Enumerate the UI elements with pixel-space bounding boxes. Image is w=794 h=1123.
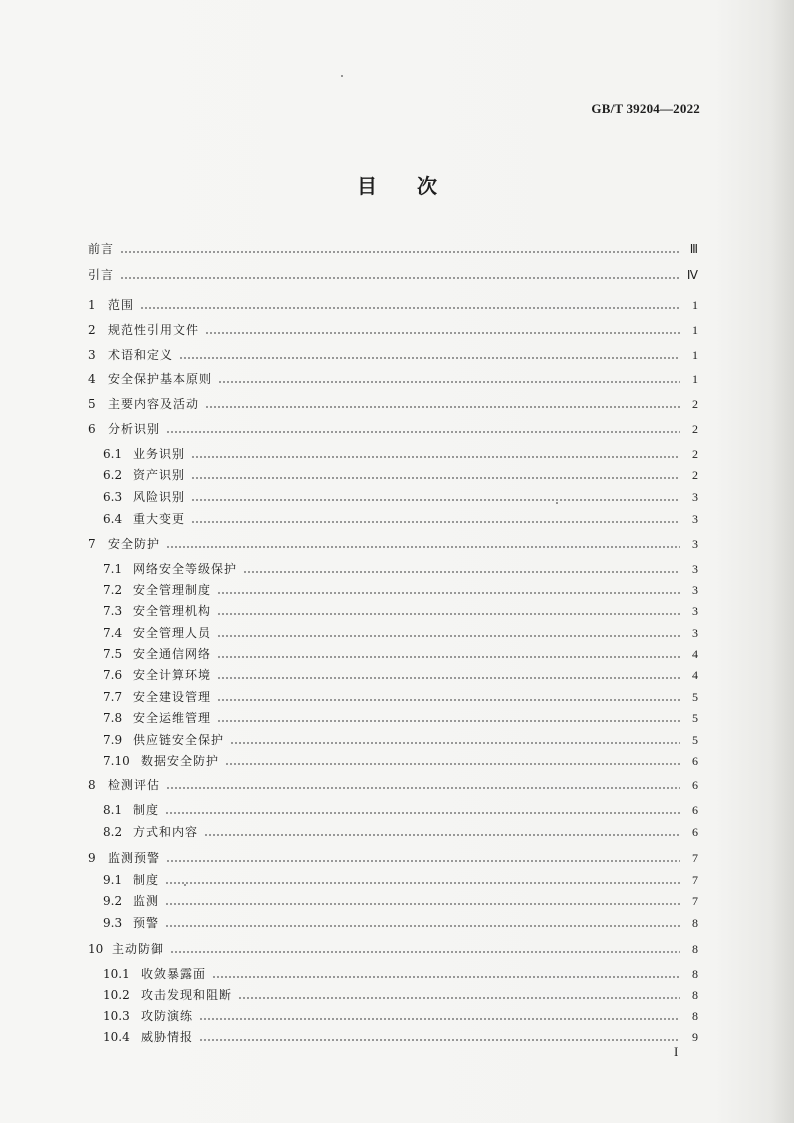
toc-entry-number: 6.2 [103, 468, 123, 482]
toc-entry-number: 6.3 [103, 490, 123, 504]
toc-entry[interactable] [88, 297, 698, 313]
toc-entry-number: 10.4 [103, 1030, 130, 1044]
toc-entry-number: 7.6 [103, 668, 123, 682]
toc-entry[interactable] [88, 536, 698, 552]
dot-leader [140, 307, 680, 309]
dot-leader [165, 903, 680, 905]
toc-entry-page: 6 [692, 778, 698, 792]
toc-subentry[interactable] [103, 802, 698, 818]
toc-subentry[interactable] [103, 987, 698, 1003]
toc-entry-page: 2 [692, 422, 698, 436]
toc-entry-label: 主动防御 [112, 942, 165, 956]
toc-subentry[interactable] [103, 824, 698, 840]
toc-subentry[interactable] [103, 1008, 698, 1024]
toc-entry-label: 安全通信网络 [133, 647, 212, 661]
dot-leader [166, 431, 680, 433]
toc-entry-label: 规范性引用文件 [108, 323, 200, 337]
toc-entry-number: 9 [88, 851, 96, 865]
dot-leader [225, 763, 680, 765]
toc-entry[interactable] [88, 267, 698, 283]
toc-entry-page: 3 [692, 562, 698, 576]
dot-leader [191, 456, 680, 458]
toc-entry-label: 监测预警 [108, 851, 161, 865]
toc-entry-label: 检测评估 [108, 778, 161, 792]
dot-leader [165, 925, 680, 927]
toc-subentry[interactable] [103, 966, 698, 982]
dot-leader [217, 720, 680, 722]
toc-entry[interactable] [88, 396, 698, 412]
toc-entry-number: 8.1 [103, 803, 123, 817]
toc-entry-label: 业务识别 [133, 447, 186, 461]
toc-subentry[interactable] [103, 872, 698, 888]
toc-entry-number: 7.5 [103, 647, 123, 661]
toc-entry-label: 安全管理制度 [133, 583, 212, 597]
toc-entry-label: 前言 [88, 242, 115, 256]
toc-subentry[interactable] [103, 582, 698, 598]
dot-leader [166, 860, 680, 862]
toc-entry-page: Ⅲ [689, 242, 698, 256]
toc-entry-label: 收敛暴露面 [141, 967, 207, 981]
toc-entry-label: 安全运维管理 [133, 711, 212, 725]
toc-entry-page: 3 [692, 604, 698, 618]
toc-entry-page: 6 [692, 825, 698, 839]
toc-entry-number: 7.7 [103, 690, 123, 704]
toc-entry-page: 5 [692, 711, 698, 725]
toc-entry-page: 1 [692, 298, 698, 312]
toc-entry[interactable] [88, 777, 698, 793]
toc-entry-number: 10.2 [103, 988, 130, 1002]
toc-entry-page: 8 [692, 916, 698, 930]
toc-entry-page: 4 [692, 668, 698, 682]
toc-entry-page: 3 [692, 537, 698, 551]
toc-entry-number: 9.3 [103, 916, 123, 930]
toc-entry-number: 7.4 [103, 626, 123, 640]
dot-leader [179, 357, 680, 359]
toc-entry-number: 9.2 [103, 894, 123, 908]
toc-entry-label: 引言 [88, 268, 115, 282]
standard-code: GB/T 39204—2022 [591, 101, 700, 116]
toc-entry-page: 5 [692, 690, 698, 704]
toc-entry-page: 8 [692, 967, 698, 981]
toc-subentry[interactable] [103, 915, 698, 931]
toc-entry-number: 7.1 [103, 562, 123, 576]
toc-entry-page: 2 [692, 468, 698, 482]
page-title: 目次 [357, 174, 477, 198]
toc-entry-page: 2 [692, 397, 698, 411]
toc-subentry[interactable] [103, 511, 698, 527]
toc-subentry[interactable] [103, 561, 698, 577]
toc-entry-number: 7.2 [103, 583, 123, 597]
toc-entry-page: 5 [692, 733, 698, 747]
toc-entry-page: 1 [692, 323, 698, 337]
dot-leader [191, 477, 680, 479]
toc-entry-page: 1 [692, 348, 698, 362]
dot-leader [199, 1039, 680, 1041]
toc-entry-label: 术语和定义 [108, 348, 174, 362]
toc-entry-page: 4 [692, 647, 698, 661]
toc-subentry[interactable] [103, 446, 698, 462]
toc-entry-page: 7 [692, 851, 698, 865]
toc-entry-number: 6 [88, 422, 96, 436]
toc-entry-page: 9 [692, 1030, 698, 1044]
toc-entry-page: 7 [692, 873, 698, 887]
toc-entry-page: 2 [692, 447, 698, 461]
toc-subentry[interactable] [103, 732, 698, 748]
dot-leader [212, 976, 680, 978]
toc-entry[interactable] [88, 322, 698, 338]
toc-entry-page: 6 [692, 754, 698, 768]
toc-entry-page: 3 [692, 626, 698, 640]
toc-entry-number: 7.10 [103, 754, 130, 768]
dot-leader [217, 677, 680, 679]
toc-entry-page: 3 [692, 512, 698, 526]
toc-subentry[interactable] [103, 893, 698, 909]
dot-leader [217, 613, 680, 615]
toc-entry-number: 3 [88, 348, 96, 362]
dot-leader [166, 787, 680, 789]
toc-entry-label: 攻防演练 [141, 1009, 194, 1023]
toc-entry-page: 8 [692, 942, 698, 956]
dot-leader [166, 546, 680, 548]
toc-entry[interactable] [88, 371, 698, 387]
toc-entry-page: 7 [692, 894, 698, 908]
toc-entry[interactable] [88, 241, 698, 257]
toc-entry[interactable] [88, 347, 698, 363]
toc-subentry[interactable] [103, 689, 698, 705]
toc-entry-label: 资产识别 [133, 468, 186, 482]
toc-entry-number: 9.1 [103, 873, 123, 887]
toc-entry-label: 安全防护 [108, 537, 161, 551]
toc-entry-label: 监测 [133, 894, 160, 908]
toc-entry-label: 风险识别 [133, 490, 186, 504]
scan-speck [184, 884, 186, 886]
toc-entry[interactable] [88, 850, 698, 866]
dot-leader [230, 742, 680, 744]
toc-subentry[interactable] [103, 710, 698, 726]
toc-subentry[interactable] [103, 603, 698, 619]
toc-entry-page: 1 [692, 372, 698, 386]
dot-leader [238, 997, 680, 999]
toc-entry[interactable] [88, 421, 698, 437]
toc-entry-label: 数据安全防护 [141, 754, 220, 768]
dot-leader [217, 656, 680, 658]
toc-entry-label: 安全管理人员 [133, 626, 212, 640]
toc-entry-number: 7.3 [103, 604, 123, 618]
dot-leader [217, 699, 680, 701]
toc-entry-number: 7.8 [103, 711, 123, 725]
toc-entry-number: 6.1 [103, 447, 123, 461]
toc-entry-number: 10.1 [103, 967, 130, 981]
toc-entry-label: 供应链安全保护 [133, 733, 225, 747]
dot-leader [170, 951, 680, 953]
toc-entry-number: 4 [88, 372, 96, 386]
toc-entry-page: Ⅳ [686, 268, 698, 282]
dot-leader [191, 521, 680, 523]
toc-subentry[interactable] [103, 1029, 698, 1045]
toc-subentry[interactable] [103, 467, 698, 483]
toc-entry-label: 制度 [133, 873, 160, 887]
toc-entry-label: 安全保护基本原则 [108, 372, 213, 386]
toc-entry-label: 攻击发现和阻断 [141, 988, 233, 1002]
page-number: I [674, 1044, 679, 1059]
toc-subentry[interactable] [103, 753, 698, 769]
toc-entry-label: 威胁情报 [141, 1030, 194, 1044]
dot-leader [217, 635, 680, 637]
toc-entry-number: 8.2 [103, 825, 123, 839]
toc-entry[interactable] [88, 941, 698, 957]
dot-leader [205, 332, 680, 334]
toc-subentry[interactable] [103, 489, 698, 505]
toc-entry-label: 安全建设管理 [133, 690, 212, 704]
toc-entry-label: 主要内容及活动 [108, 397, 200, 411]
toc-entry-label: 方式和内容 [133, 825, 199, 839]
toc-entry-label: 网络安全等级保护 [133, 562, 238, 576]
dot-leader [191, 499, 680, 501]
dot-leader [120, 251, 680, 253]
dot-leader [218, 381, 680, 383]
toc-entry-label: 重大变更 [133, 512, 186, 526]
toc-entry-page: 3 [692, 490, 698, 504]
toc-entry-page: 8 [692, 1009, 698, 1023]
toc-entry-label: 安全管理机构 [133, 604, 212, 618]
toc-entry-number: 7.9 [103, 733, 123, 747]
toc-entry-label: 制度 [133, 803, 160, 817]
dot-leader [199, 1018, 680, 1020]
toc-entry-label: 预警 [133, 916, 160, 930]
toc-entry-label: 安全计算环境 [133, 668, 212, 682]
toc-subentry[interactable] [103, 646, 698, 662]
toc-entry-number: 6.4 [103, 512, 123, 526]
toc-entry-page: 3 [692, 583, 698, 597]
dot-leader [243, 571, 680, 573]
toc-entry-number: 7 [88, 537, 96, 551]
dot-leader [165, 882, 680, 884]
toc-entry-label: 范围 [108, 298, 135, 312]
toc-entry-label: 分析识别 [108, 422, 161, 436]
scan-speck [556, 502, 558, 504]
toc-entry-number: 1 [88, 298, 96, 312]
dot-leader [204, 834, 680, 836]
dot-leader [120, 277, 680, 279]
dot-leader [205, 406, 680, 408]
toc-entry-number: 10 [88, 942, 104, 956]
toc-entry-number: 8 [88, 778, 96, 792]
toc-entry-page: 6 [692, 803, 698, 817]
toc-entry-number: 5 [88, 397, 96, 411]
toc-subentry[interactable] [103, 625, 698, 641]
scan-speck [341, 75, 343, 77]
dot-leader [217, 592, 680, 594]
toc-entry-page: 8 [692, 988, 698, 1002]
toc-subentry[interactable] [103, 667, 698, 683]
dot-leader [165, 812, 680, 814]
toc-entry-number: 10.3 [103, 1009, 130, 1023]
toc-entry-number: 2 [88, 323, 96, 337]
